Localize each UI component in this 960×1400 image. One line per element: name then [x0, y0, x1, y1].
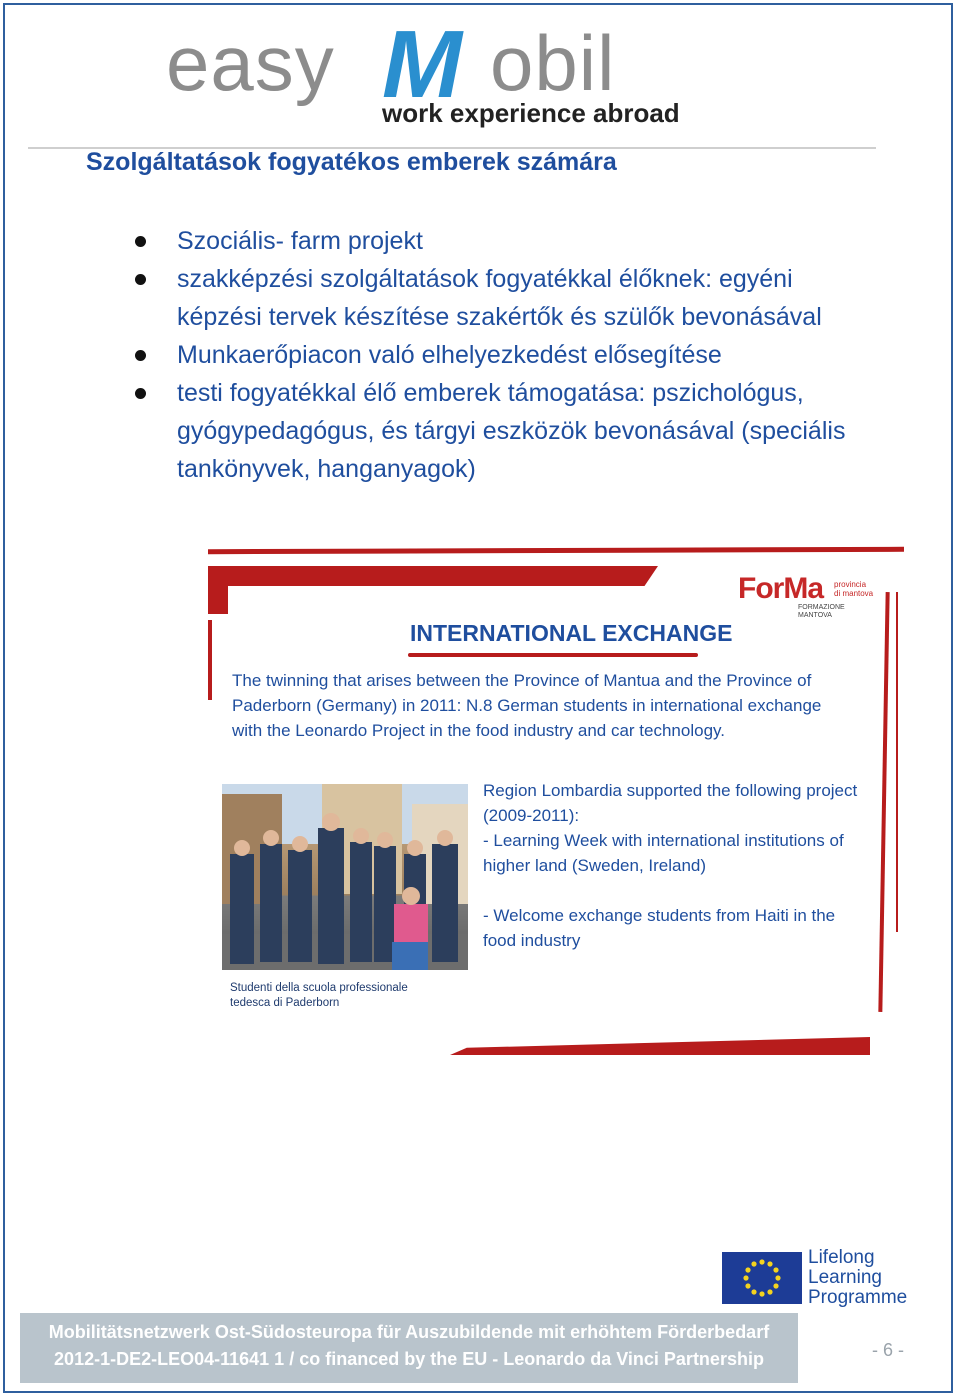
logo-m-text: M — [382, 11, 462, 118]
section-title: Szolgáltatások fogyatékos emberek számára — [86, 148, 617, 176]
footer-line-2: 2012-1-DE2-LEO04-11641 1 / co financed by the EU - Leonardo da Vinci Partnership — [54, 1349, 764, 1369]
forma-logo-subtitle: FORMAZIONE MANTOVA — [798, 604, 845, 619]
frame-right-thin — [896, 592, 898, 932]
forma-logo — [738, 572, 878, 618]
services-list — [135, 222, 855, 488]
students-photo — [222, 784, 468, 970]
lifelong-learning-logo — [722, 1248, 912, 1308]
llp-line-2: Learning — [808, 1267, 882, 1288]
list-item: Szociális- farm projekt — [135, 222, 855, 260]
list-item: Munkaerőpiacon való elhelyezkedést elősegítése — [135, 336, 855, 374]
students-photo-image — [222, 784, 468, 970]
exchange-title: INTERNATIONAL EXCHANGE — [410, 620, 733, 646]
frame-left — [208, 566, 228, 614]
frame-top-short — [208, 566, 658, 586]
region-intro: Region Lombardia supported the following project (2009-2011): — [483, 781, 858, 825]
eu-stars-icon — [722, 1252, 802, 1304]
twinning-paragraph: The twinning that arises between the Province of Mantua and the Province of Paderborn (Germany) in 2011: N.8 German students in international exchange with the Leonardo Project in the food industry and car technology. — [232, 671, 822, 740]
region-item-learning-week: - Learning Week with international institutions of higher land (Sweden, Ireland) — [483, 831, 844, 875]
footer-line-1: Mobilitätsnetzwerk Ost-Südosteuropa für Auszubildende mit erhöhtem Förderbedarf — [48, 1322, 770, 1342]
easymobil-logo — [160, 10, 690, 135]
eu-flag-icon — [722, 1252, 802, 1304]
llp-text — [808, 1248, 907, 1308]
logo-obil-text: obil — [490, 19, 616, 107]
llp-line-1: Lifelong — [808, 1247, 875, 1268]
llp-line-3: Programme — [808, 1287, 908, 1308]
list-item: szakképzési szolgáltatások fogyatékkal élőknek: egyéni képzési tervek készítése szakértők és szülők bevonásával — [135, 260, 855, 336]
spacer — [483, 878, 863, 903]
list-item: testi fogyatékkal élő emberek támogatása: pszichológus, gyógypedagógus, és tárgyi eszközök bevonásával (speciális tankönyvek, hanganyagok) — [135, 374, 855, 488]
photo-caption: Studenti della scuola professionale tedesca di Paderborn — [230, 982, 408, 1009]
forma-logo-text: ForMa — [738, 572, 823, 605]
footer-bar — [20, 1313, 798, 1383]
title-underline — [408, 653, 698, 657]
logo-tagline: work experience abroad — [382, 98, 680, 128]
region-block — [483, 778, 863, 953]
frame-left-thin — [208, 620, 212, 700]
logo-easy-text: easy — [166, 19, 335, 107]
region-item-haiti: - Welcome exchange students from Haiti in the food industry — [483, 906, 836, 950]
province-logo-text: provincia di mantova — [834, 580, 874, 598]
page-number: - 6 - — [872, 1340, 905, 1360]
